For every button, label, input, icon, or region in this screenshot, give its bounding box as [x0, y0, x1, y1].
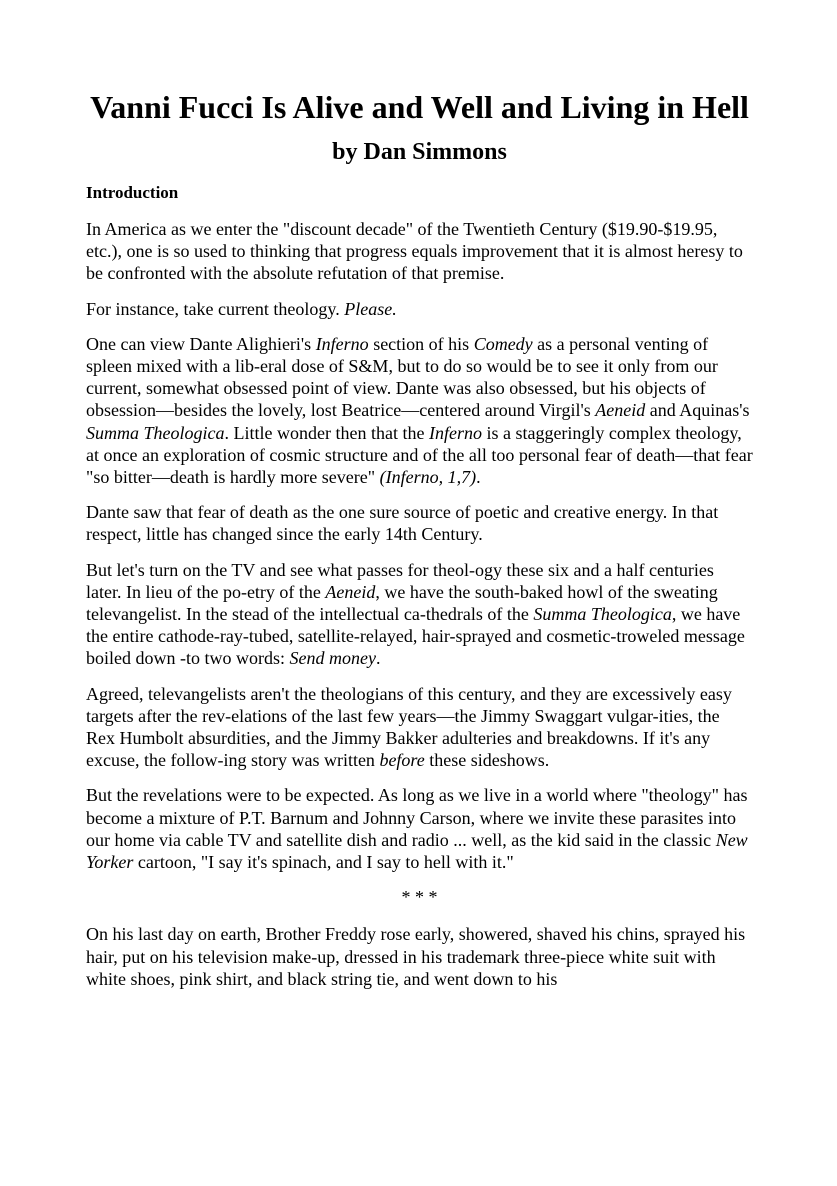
section-heading: Introduction: [86, 183, 179, 202]
paragraph-4: Dante saw that fear of death as the one sure source of poetic and creative energy. In that respect, little has changed since the early 14th Century.: [86, 502, 719, 545]
paragraph-6: Agreed, televangelists aren't the theologians of this century, and they are excessively easy targets after the rev-elations of the last few years—the Jimmy Swaggart vulgar-ities, the Rex Humbolt absurdities, and the Jimmy Bakker adulteries and breakdowns. If it's any excuse, the follow-ing story was written before these sideshows.: [86, 683, 732, 771]
document-title: Vanni Fucci Is Alive and Well and Living in Hell: [90, 89, 749, 125]
paragraph-5: But let's turn on the TV and see what passes for theol-ogy these six and a half centuries later. In lieu of the po-etry of the Aeneid, we have the south-baked howl of the sweating televangelist. In the stead of the intellectual ca-thedrals of the Summa Theologica, we have the entire cathode-ray-tubed, satellite-relayed, hair-sprayed and cosmetic-troweled message boiled down -to two words: Send money.: [86, 559, 745, 669]
document-author: by Dan Simmons: [332, 139, 507, 165]
paragraph-1: In America as we enter the "discount decade" of the Twentieth Century ($19.90-$19.95, etc.), one is so used to thinking that progress equals improvement that it is almost heresy to be confronted with the absolute refutation of that premise.: [86, 219, 743, 284]
paragraph-3: One can view Dante Alighieri's Inferno section of his Comedy as a personal venting of spleen mixed with a lib-eral dose of S&M, but to do so would be to see it only from our current, somewhat obsessed point of view. Dante was also obsessed, but his objects of obsession—besides the lovely, lost Beatrice—centered around Virgil's Aeneid and Aquinas's Summa Theologica. Little wonder then that the Inferno is a staggeringly complex theology, at once an exploration of cosmic structure and of the all too personal fear of death—that fear "so bitter—death is hardly more severe" (Inferno, 1,7).: [86, 333, 753, 488]
paragraph-7: But the revelations were to be expected. As long as we live in a world where "theology" has become a mixture of P.T. Barnum and Johnny Carson, where we invite these parasites into our home via cable TV and satellite dish and radio ... well, as the kid said in the classic New Yorker cartoon, "I say it's spinach, and I say to hell with it.": [86, 785, 748, 873]
paragraph-8: On his last day on earth, Brother Freddy rose early, showered, shaved his chins, sprayed his hair, put on his television make-up, dressed in his trademark three-piece white suit with white shoes, pink shirt, and black string tie, and went down to his: [86, 924, 746, 989]
section-separator: * * *: [401, 887, 438, 908]
paragraph-2: For instance, take current theology. Please.: [86, 298, 397, 319]
